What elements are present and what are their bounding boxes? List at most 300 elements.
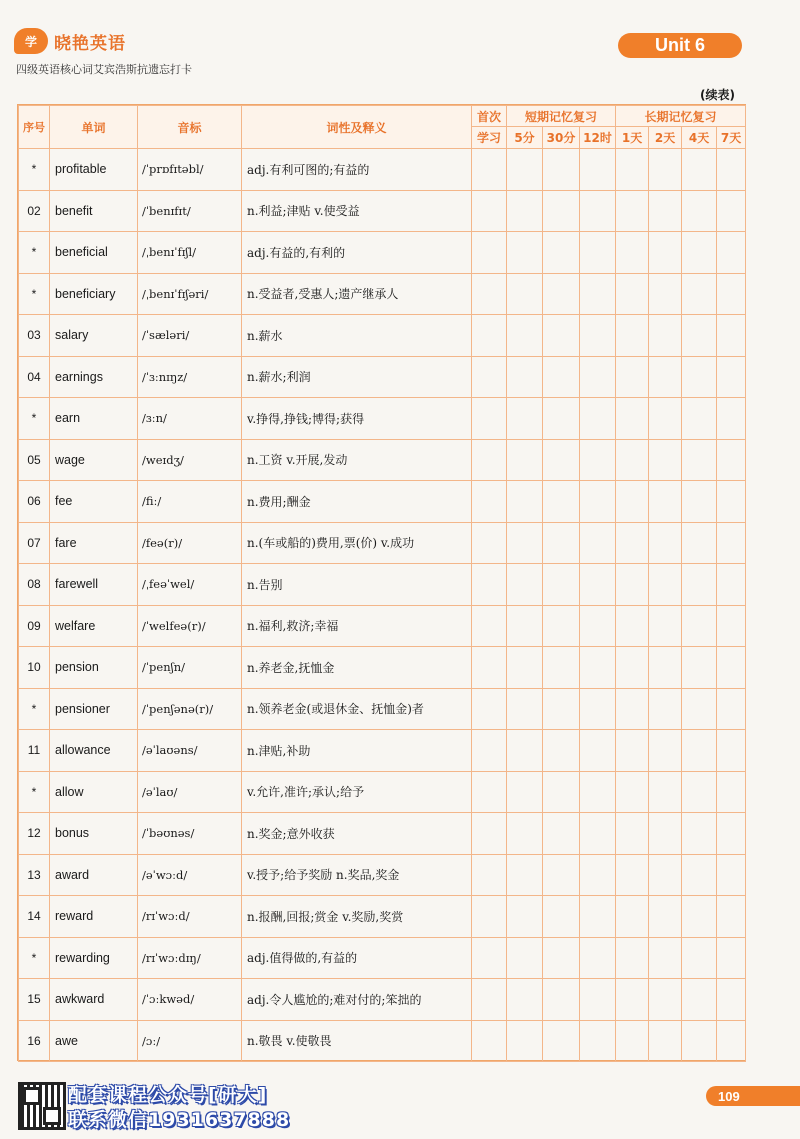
row-number: 10 (19, 647, 50, 689)
table-row (19, 398, 746, 440)
row-definition: n.(车或船的)费用,票(价) v.成功 (242, 522, 472, 564)
checkin-box[interactable] (682, 647, 717, 689)
checkin-box[interactable] (580, 522, 616, 564)
checkin-box[interactable] (682, 771, 717, 813)
checkin-box[interactable] (580, 647, 616, 689)
checkin-box[interactable] (649, 771, 682, 813)
checkin-box[interactable] (507, 647, 543, 689)
row-phonetic: /ˈwelfeə(r)/ (138, 605, 242, 647)
checkin-box[interactable] (717, 979, 746, 1021)
checkin-box[interactable] (649, 937, 682, 979)
checkin-box[interactable] (543, 190, 580, 232)
checkin-box[interactable] (507, 605, 543, 647)
row-word: earn (50, 398, 138, 440)
checkin-box[interactable] (649, 149, 682, 191)
row-word: welfare (50, 605, 138, 647)
checkin-box[interactable] (616, 356, 649, 398)
table-row (19, 730, 746, 772)
checkin-box[interactable] (580, 771, 616, 813)
header-first-study-bottom: 学习 (472, 127, 507, 149)
checkin-box[interactable] (507, 771, 543, 813)
row-definition: v.授予;给予奖励 n.奖品,奖金 (242, 854, 472, 896)
checkin-box[interactable] (543, 522, 580, 564)
header-interval: 1天 (616, 127, 649, 149)
row-phonetic: /əˈlaʊəns/ (138, 730, 242, 772)
checkin-box[interactable] (472, 896, 507, 938)
checkin-box[interactable] (616, 439, 649, 481)
row-definition: n.领养老金(或退休金、抚恤金)者 (242, 688, 472, 730)
row-number: 07 (19, 522, 50, 564)
checkin-box[interactable] (649, 647, 682, 689)
checkin-box[interactable] (649, 605, 682, 647)
checkin-box[interactable] (616, 481, 649, 523)
qr-code-icon (18, 1082, 66, 1130)
checkin-box[interactable] (507, 730, 543, 772)
checkin-box[interactable] (717, 232, 746, 274)
checkin-box[interactable] (682, 481, 717, 523)
vocab-table-frame (17, 104, 746, 1061)
checkin-box[interactable] (472, 979, 507, 1021)
checkin-box[interactable] (580, 439, 616, 481)
checkin-box[interactable] (543, 647, 580, 689)
row-word: salary (50, 315, 138, 357)
checkin-box[interactable] (507, 356, 543, 398)
row-definition: n.薪水;利润 (242, 356, 472, 398)
checkin-box[interactable] (717, 481, 746, 523)
checkin-box[interactable] (543, 896, 580, 938)
row-word: pension (50, 647, 138, 689)
table-row (19, 273, 746, 315)
checkin-box[interactable] (649, 688, 682, 730)
continued-label: (续表) (700, 88, 735, 102)
checkin-box[interactable] (649, 232, 682, 274)
table-row (19, 315, 746, 357)
checkin-box[interactable] (507, 149, 543, 191)
row-definition: adj.有利可图的;有益的 (242, 149, 472, 191)
table-row (19, 813, 746, 855)
row-phonetic: /ɜːn/ (138, 398, 242, 440)
checkin-box[interactable] (580, 232, 616, 274)
checkin-box[interactable] (616, 564, 649, 606)
table-row (19, 937, 746, 979)
row-definition: n.费用;酬金 (242, 481, 472, 523)
checkin-box[interactable] (580, 813, 616, 855)
checkin-box[interactable] (507, 896, 543, 938)
checkin-box[interactable] (472, 730, 507, 772)
checkin-box[interactable] (717, 647, 746, 689)
row-number: 08 (19, 564, 50, 606)
row-word: reward (50, 896, 138, 938)
vocab-rows (19, 149, 746, 1062)
checkin-box[interactable] (507, 937, 543, 979)
header-interval: 7天 (717, 127, 746, 149)
row-word: awkward (50, 979, 138, 1021)
row-number: * (19, 771, 50, 813)
checkin-box[interactable] (580, 896, 616, 938)
checkin-box[interactable] (543, 398, 580, 440)
header-word: 单词 (50, 106, 138, 149)
checkin-box[interactable] (682, 190, 717, 232)
checkin-box[interactable] (580, 688, 616, 730)
row-definition: n.受益者,受惠人;遗产继承人 (242, 273, 472, 315)
row-word: allow (50, 771, 138, 813)
checkin-box[interactable] (580, 398, 616, 440)
checkin-box[interactable] (543, 854, 580, 896)
checkin-box[interactable] (472, 813, 507, 855)
header-short-term: 短期记忆复习 (507, 106, 616, 127)
checkin-box[interactable] (507, 439, 543, 481)
row-number: 13 (19, 854, 50, 896)
header-interval: 5分 (507, 127, 543, 149)
checkin-box[interactable] (717, 730, 746, 772)
checkin-box[interactable] (580, 1020, 616, 1062)
checkin-box[interactable] (717, 398, 746, 440)
checkin-box[interactable] (616, 149, 649, 191)
checkin-box[interactable] (543, 315, 580, 357)
row-definition: n.敬畏 v.使敬畏 (242, 1020, 472, 1062)
checkin-box[interactable] (717, 937, 746, 979)
checkin-box[interactable] (472, 564, 507, 606)
table-row (19, 522, 746, 564)
table-row (19, 356, 746, 398)
row-phonetic: /rɪˈwɔːdɪŋ/ (138, 937, 242, 979)
checkin-box[interactable] (580, 979, 616, 1021)
checkin-box[interactable] (543, 481, 580, 523)
brand-name: 晓艳英语 (54, 33, 126, 54)
row-definition: v.允许,准许;承认;给予 (242, 771, 472, 813)
row-phonetic: /ˈpenʃn/ (138, 647, 242, 689)
header-definition: 词性及释义 (242, 106, 472, 149)
checkin-box[interactable] (717, 896, 746, 938)
row-word: benefit (50, 190, 138, 232)
checkin-box[interactable] (717, 149, 746, 191)
checkin-box[interactable] (616, 232, 649, 274)
row-definition: adj.有益的,有利的 (242, 232, 472, 274)
checkin-box[interactable] (543, 688, 580, 730)
checkin-box[interactable] (580, 315, 616, 357)
checkin-box[interactable] (472, 854, 507, 896)
table-row (19, 1020, 746, 1062)
checkin-box[interactable] (649, 481, 682, 523)
table-row (19, 854, 746, 896)
checkin-box[interactable] (580, 190, 616, 232)
checkin-box[interactable] (472, 937, 507, 979)
checkin-box[interactable] (472, 149, 507, 191)
checkin-box[interactable] (507, 564, 543, 606)
checkin-box[interactable] (616, 522, 649, 564)
brand-logo (14, 28, 126, 54)
checkin-box[interactable] (717, 564, 746, 606)
checkin-box[interactable] (472, 439, 507, 481)
table-row (19, 232, 746, 274)
row-definition: v.挣得,挣钱;博得;获得 (242, 398, 472, 440)
row-definition: n.薪水 (242, 315, 472, 357)
row-word: profitable (50, 149, 138, 191)
checkin-box[interactable] (507, 232, 543, 274)
checkin-box[interactable] (616, 398, 649, 440)
checkin-box[interactable] (472, 356, 507, 398)
checkin-box[interactable] (649, 1020, 682, 1062)
row-number: 02 (19, 190, 50, 232)
checkin-box[interactable] (543, 232, 580, 274)
row-phonetic: /fiː/ (138, 481, 242, 523)
header-interval: 2天 (649, 127, 682, 149)
vocab-table (18, 105, 746, 1062)
checkin-box[interactable] (472, 605, 507, 647)
promo-line-1: 配套课程公众号[研大] (68, 1084, 268, 1106)
checkin-box[interactable] (507, 854, 543, 896)
checkin-box[interactable] (580, 730, 616, 772)
unit-badge: Unit 6 (618, 33, 742, 58)
checkin-box[interactable] (649, 564, 682, 606)
checkin-box[interactable] (649, 896, 682, 938)
checkin-box[interactable] (616, 647, 649, 689)
checkin-box[interactable] (682, 730, 717, 772)
checkin-box[interactable] (717, 813, 746, 855)
checkin-box[interactable] (682, 149, 717, 191)
row-word: award (50, 854, 138, 896)
checkin-box[interactable] (616, 813, 649, 855)
row-number: 11 (19, 730, 50, 772)
checkin-box[interactable] (682, 813, 717, 855)
checkin-box[interactable] (682, 273, 717, 315)
checkin-box[interactable] (543, 356, 580, 398)
checkin-box[interactable] (472, 1020, 507, 1062)
checkin-box[interactable] (649, 813, 682, 855)
page-subtitle: 四级英语核心词艾宾浩斯抗遗忘打卡 (16, 63, 192, 76)
checkin-box[interactable] (580, 356, 616, 398)
checkin-box[interactable] (682, 896, 717, 938)
table-row (19, 771, 746, 813)
table-row (19, 190, 746, 232)
row-number: 15 (19, 979, 50, 1021)
header-interval: 30分 (543, 127, 580, 149)
row-definition: n.养老金,抚恤金 (242, 647, 472, 689)
checkin-box[interactable] (616, 1020, 649, 1062)
row-word: farewell (50, 564, 138, 606)
checkin-box[interactable] (543, 1020, 580, 1062)
table-row (19, 149, 746, 191)
checkin-box[interactable] (682, 688, 717, 730)
checkin-box[interactable] (472, 273, 507, 315)
row-phonetic: /ˈɔːkwəd/ (138, 979, 242, 1021)
checkin-box[interactable] (649, 979, 682, 1021)
header-interval: 12时 (580, 127, 616, 149)
row-word: rewarding (50, 937, 138, 979)
checkin-box[interactable] (649, 398, 682, 440)
checkin-box[interactable] (616, 688, 649, 730)
checkin-box[interactable] (543, 730, 580, 772)
checkin-box[interactable] (649, 522, 682, 564)
checkin-box[interactable] (472, 315, 507, 357)
checkin-box[interactable] (616, 771, 649, 813)
checkin-box[interactable] (616, 273, 649, 315)
header-first-study-top: 首次 (472, 106, 507, 127)
checkin-box[interactable] (717, 522, 746, 564)
checkin-box[interactable] (682, 439, 717, 481)
row-definition: n.津贴,补助 (242, 730, 472, 772)
row-number: * (19, 149, 50, 191)
row-number: * (19, 688, 50, 730)
row-phonetic: /ˈpenʃənə(r)/ (138, 688, 242, 730)
row-word: beneficial (50, 232, 138, 274)
table-row (19, 647, 746, 689)
checkin-box[interactable] (616, 896, 649, 938)
checkin-box[interactable] (649, 273, 682, 315)
row-phonetic: /əˈlaʊ/ (138, 771, 242, 813)
checkin-box[interactable] (507, 813, 543, 855)
checkin-box[interactable] (717, 356, 746, 398)
row-number: 14 (19, 896, 50, 938)
checkin-box[interactable] (543, 439, 580, 481)
checkin-box[interactable] (717, 688, 746, 730)
checkin-box[interactable] (507, 979, 543, 1021)
row-number: 09 (19, 605, 50, 647)
checkin-box[interactable] (472, 481, 507, 523)
checkin-box[interactable] (507, 315, 543, 357)
row-word: fare (50, 522, 138, 564)
checkin-box[interactable] (507, 190, 543, 232)
checkin-box[interactable] (507, 1020, 543, 1062)
checkin-box[interactable] (717, 439, 746, 481)
row-phonetic: /rɪˈwɔːd/ (138, 896, 242, 938)
table-row (19, 605, 746, 647)
checkin-box[interactable] (543, 564, 580, 606)
checkin-box[interactable] (472, 232, 507, 274)
checkin-box[interactable] (616, 605, 649, 647)
checkin-box[interactable] (649, 730, 682, 772)
row-word: bonus (50, 813, 138, 855)
checkin-box[interactable] (543, 273, 580, 315)
row-number: 06 (19, 481, 50, 523)
header-long-term: 长期记忆复习 (616, 106, 746, 127)
checkin-box[interactable] (649, 854, 682, 896)
checkin-box[interactable] (682, 564, 717, 606)
checkin-box[interactable] (649, 190, 682, 232)
row-number: * (19, 273, 50, 315)
row-phonetic: /feə(r)/ (138, 522, 242, 564)
checkin-box[interactable] (507, 398, 543, 440)
row-phonetic: /ɔː/ (138, 1020, 242, 1062)
checkin-box[interactable] (580, 149, 616, 191)
checkin-box[interactable] (472, 190, 507, 232)
checkin-box[interactable] (507, 481, 543, 523)
checkin-box[interactable] (580, 273, 616, 315)
checkin-box[interactable] (507, 522, 543, 564)
checkin-box[interactable] (580, 605, 616, 647)
row-phonetic: /ˈɜːnɪŋz/ (138, 356, 242, 398)
row-word: fee (50, 481, 138, 523)
checkin-box[interactable] (472, 771, 507, 813)
checkin-box[interactable] (717, 605, 746, 647)
row-number: * (19, 937, 50, 979)
row-phonetic: /ˈbəʊnəs/ (138, 813, 242, 855)
checkin-box[interactable] (717, 1020, 746, 1062)
checkin-box[interactable] (682, 522, 717, 564)
row-word: pensioner (50, 688, 138, 730)
checkin-box[interactable] (682, 356, 717, 398)
row-definition: n.利益;津贴 v.使受益 (242, 190, 472, 232)
checkin-box[interactable] (717, 771, 746, 813)
table-row (19, 688, 746, 730)
checkin-box[interactable] (717, 315, 746, 357)
checkin-box[interactable] (682, 398, 717, 440)
checkin-box[interactable] (472, 647, 507, 689)
checkin-box[interactable] (543, 771, 580, 813)
row-word: allowance (50, 730, 138, 772)
row-word: earnings (50, 356, 138, 398)
checkin-box[interactable] (682, 1020, 717, 1062)
row-word: wage (50, 439, 138, 481)
checkin-box[interactable] (649, 356, 682, 398)
checkin-box[interactable] (649, 315, 682, 357)
checkin-box[interactable] (580, 854, 616, 896)
row-number: 05 (19, 439, 50, 481)
row-definition: n.告别 (242, 564, 472, 606)
checkin-box[interactable] (580, 564, 616, 606)
checkin-box[interactable] (472, 398, 507, 440)
row-phonetic: /ˌbenɪˈfɪʃl/ (138, 232, 242, 274)
promo-line-2: 联系微信1931637888 (68, 1109, 291, 1131)
row-phonetic: /ˈbenɪfɪt/ (138, 190, 242, 232)
checkin-box[interactable] (717, 190, 746, 232)
checkin-box[interactable] (682, 937, 717, 979)
checkin-box[interactable] (682, 232, 717, 274)
checkin-box[interactable] (580, 481, 616, 523)
row-number: * (19, 232, 50, 274)
checkin-box[interactable] (717, 854, 746, 896)
checkin-box[interactable] (472, 522, 507, 564)
row-number: 04 (19, 356, 50, 398)
checkin-box[interactable] (507, 688, 543, 730)
checkin-box[interactable] (543, 605, 580, 647)
checkin-box[interactable] (580, 937, 616, 979)
checkin-box[interactable] (543, 937, 580, 979)
header-seq: 序号 (19, 106, 50, 149)
row-number: 16 (19, 1020, 50, 1062)
row-phonetic: /ˌbenɪˈfɪʃəri/ (138, 273, 242, 315)
row-number: * (19, 398, 50, 440)
checkin-box[interactable] (507, 273, 543, 315)
checkin-box[interactable] (682, 979, 717, 1021)
checkin-box[interactable] (649, 439, 682, 481)
checkin-box[interactable] (472, 688, 507, 730)
row-word: beneficiary (50, 273, 138, 315)
row-definition: n.报酬,回报;赏金 v.奖励,奖赏 (242, 896, 472, 938)
table-row (19, 979, 746, 1021)
row-definition: n.奖金;意外收获 (242, 813, 472, 855)
table-row (19, 481, 746, 523)
page-number: 109 (706, 1086, 800, 1106)
table-row (19, 439, 746, 481)
checkin-box[interactable] (682, 315, 717, 357)
checkin-box[interactable] (616, 854, 649, 896)
checkin-box[interactable] (616, 315, 649, 357)
header-phonetic: 音标 (138, 106, 242, 149)
checkin-box[interactable] (616, 937, 649, 979)
checkin-box[interactable] (682, 854, 717, 896)
checkin-box[interactable] (717, 273, 746, 315)
checkin-box[interactable] (616, 190, 649, 232)
checkin-box[interactable] (616, 979, 649, 1021)
checkin-box[interactable] (543, 149, 580, 191)
checkin-box[interactable] (616, 730, 649, 772)
checkin-box[interactable] (543, 813, 580, 855)
row-number: 12 (19, 813, 50, 855)
checkin-box[interactable] (682, 605, 717, 647)
row-phonetic: /weɪdʒ/ (138, 439, 242, 481)
checkin-box[interactable] (543, 979, 580, 1021)
